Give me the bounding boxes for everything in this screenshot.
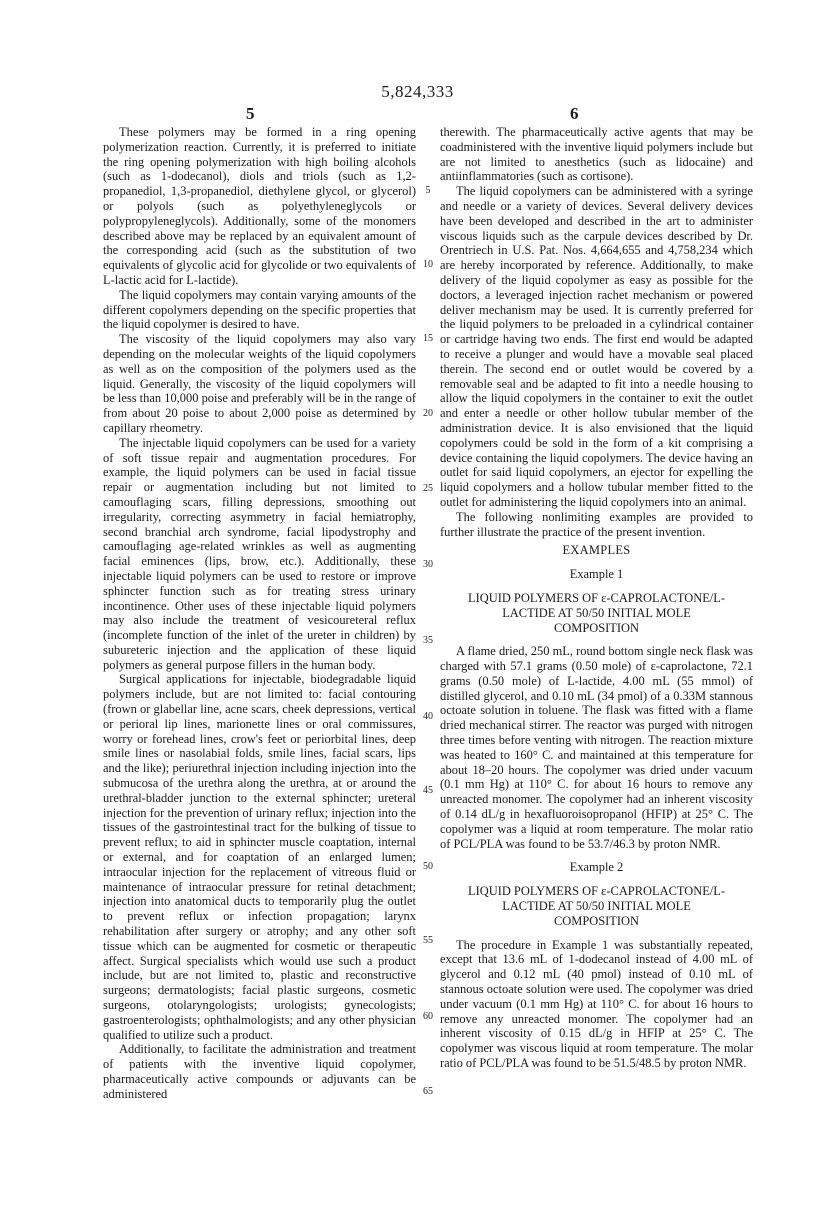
paragraph-delivery-devices: The liquid copolymers can be administered with a syringe and needle or a variety of devices. Several delivery devices have been developed and described in the art to administer viscous liquids such as the carpule devices described by Dr. Orentriech in U.S. Pat. Nos. 4,664,655 and 4,758,234 which are hereby incorporated by reference. Additionally, to make delivery of the liquid copolymer as easy as possible for the doctors, a leveraged injection rachet mechanism or powered deliver mechanism may be used. It is currently preferred for the liquid polymers to be preloaded in a cylindrical container or cartridge having two ends. The first end would be adapted to receive a plunger and would have a movable seal placed therein. The second end or outlet would be covered by a removable seal and be adapted to fit into a needle housing to allow the liquid copolymers in the container to exit the outlet and enter a needle or other hollow tubular member of the administration device. It is also envisioned that the liquid copolymers could be sold in the form of a kit comprising a device containing the liquid copolymers. The device having an outlet for said liquid copolymers, an ejector for expelling the liquid copolymers and a hollow tubular member fitted to the outlet for administering the liquid copolymers into an animal. [440,184,753,509]
paragraph-injectable-uses: The injectable liquid copolymers can be used for a variety of soft tissue repair and augmentation procedures. For example, the liquid polymers can be used in facial tissue repair or augmentation including but not limited to camouflaging scars, filling depressions, smoothing out irregularity, correcting asymmetry in facial hemiatrophy, second branchial arch syndrome, facial lipodystrophy and camouflaging age-related wrinkles as well as augmenting facial eminences (lips, brow, etc.). Additionally, these injectable liquid polymers can be used to restore or improve sphincter function such as for treating stress urinary incontinence. Other uses of these injectable liquid polymers may also include the treatment of vesicoureteral reflux (incomplete function of the inlet of the ureter in children) by subureteric injection and the application of these liquid polymers as general purpose fillers in the human body. [103,435,416,672]
right-column [440,125,753,1071]
left-column [103,125,416,1102]
line-number-15: 15 [423,333,433,344]
example-1-text: A flame dried, 250 mL, round bottom single neck flask was charged with 57.1 grams (0.50 mole) of ε-caprolactone, 72.1 grams (0.50 mole) of L-lactide, 4.00 mL (55 mmol) of distilled glycerol, and 0.10 mL (34 pmol) of a 0.33M stannous octoate solution in toluene. The flask was fitted with a flame dried mechanical stirrer. The reactor was purged with nitrogen three times before venting with nitrogen. The reaction mixture was heated to 160° C. and maintained at this temperature for about 18–20 hours. The copolymer was dried under vacuum (0.1 mm Hg) at 110° C. for about 16 hours to remove any unreacted monomer. The copolymer had an inherent viscosity of 0.14 dL/g in hexafluoroisopropanol (HFIP) at 25° C. The copolymer was a liquid at room temperature. The molar ratio of PCL/PLA was found to be 53.7/46.3 by proton NMR. [440,644,753,851]
line-number-60: 60 [423,1011,433,1022]
line-number-10: 10 [423,259,433,270]
line-number-50: 50 [423,861,433,872]
line-number-35: 35 [423,635,433,646]
paragraph-ring-opening: These polymers may be formed in a ring opening polymerization reaction. Currently, it is preferred to initiate the ring opening polymerization with high boiling alcohols (such as 1-dodecanol), diols and triols (such as 1,2-propanediol, 1,3-propanediol, diethylene glycol, or glycerol) or polyols (such as polyethyleneglycols or polypropyleneglycols). Additionally, some of the monomers described above may be replaced by an equivalent amount of the corresponding acid (such as the substitution of two equivalents of glycolic acid for glycolide or two equivalents of L-lactic acid for L-lactide). [103,125,416,287]
line-number-5: 5 [425,185,431,196]
line-number-30: 30 [423,559,433,570]
example-1-title: LIQUID POLYMERS OF ε-CAPROLACTONE/L-LACTIDE AT 50/50 INITIAL MOLE COMPOSITION [468,590,725,635]
line-number-25: 25 [423,483,433,494]
right-page-number: 6 [570,104,579,123]
paragraph-varying-amounts: The liquid copolymers may contain varying amounts of the different copolymers depending on the specific properties that the liquid copolymer is desired to have. [103,287,416,332]
example-2-text: The procedure in Example 1 was substantially repeated, except that 13.6 mL of 1-dodecanol instead of 4.00 mL of glycerol and 0.12 mL (40 pmol) instead of 0.10 mL of stannous octoate solution were used. The copolymer was dried under vacuum (0.1 mm Hg) at 110° C. for about 16 hours to remove any unreacted monomer. The copolymer had an inherent viscosity of 0.15 dL/g in HFIP at 25° C. The copolymer was viscous liquid at room temperature. The molar ratio of PCL/PLA was found to be 51.5/48.5 by proton NMR. [440,937,753,1071]
paragraph-administration: Additionally, to facilitate the administration and treatment of patients with the inventive liquid copolymer, pharmaceutically active compounds or adjuvants can be administered [103,1042,416,1101]
line-number-65: 65 [423,1086,433,1097]
examples-heading: EXAMPLES [562,543,631,558]
example-2-label: Example 2 [569,860,624,875]
example-2-title: LIQUID POLYMERS OF ε-CAPROLACTONE/L-LACTIDE AT 50/50 INITIAL MOLE COMPOSITION [468,884,725,928]
example-1-label: Example 1 [569,567,624,582]
line-number-45: 45 [423,785,433,796]
line-number-20: 20 [423,408,433,419]
patent-number: 5,824,333 [381,82,454,101]
paragraph-nonlimiting-examples: The following nonlimiting examples are provided to further illustrate the practice of the present invention. [440,509,753,539]
left-page-number: 5 [246,104,255,123]
paragraph-viscosity: The viscosity of the liquid copolymers may also vary depending on the molecular weights of the liquid copolymers as well as on the composition of the polymers used as the liquid. Generally, the viscosity of the liquid copolymers will be less than 10,000 poise and preferably will be in the range of from about 20 poise to about 2,000 poise as determined by capillary rheometry. [103,332,416,435]
paragraph-pharmaceutical-agents: therewith. The pharmaceutically active agents that may be coadministered with the inventive liquid polymers include but are not limited to anesthetics (such as lidocaine) and antiinflammatories (such as cortisone). [440,125,753,184]
line-number-55: 55 [423,935,433,946]
paragraph-surgical-applications: Surgical applications for injectable, biodegradable liquid polymers include, but are not limited to: facial contouring (frown or glabellar line, acne scars, cheek depressions, vertical or perioral lip lines, marionette lines or oral commissures, worry or forehead lines, crow's feet or periorbital lines, deep smile lines or nasolabial folds, smile lines, facial scars, lips and the like); periurethral injection including injection into the submucosa of the urethra along the urethra, at or around the urethral-bladder junction to the external sphincter; ureteral injection for the prevention of urinary reflux; injection into the tissues of the gastrointestinal tract for the bulking of tissue to prevent reflux; to aid in sphincter muscle coaptation, internal or external, and for coaptation of an enlarged lumen; intraocular injection for the replacement of vitreous fluid or maintenance of intraocular pressure for retinal detachment; injection into anatomical ducts to temporarily plug the outlet to prevent reflux or infection propagation; larynx rehabilitation after surgery or atrophy; and any other soft tissue which can be augmented for cosmetic or therapeutic affect. Surgical specialists which would use such a product include, but are not limited to, plastic and reconstructive surgeons; dermatologists; facial plastic surgeons, cosmetic surgeons, otolaryngologists; urologists; gynecologists; gastroenterologists; ophthalmologists; and any other physician qualified to utilize such a product. [103,672,416,1042]
line-number-40: 40 [423,711,433,722]
